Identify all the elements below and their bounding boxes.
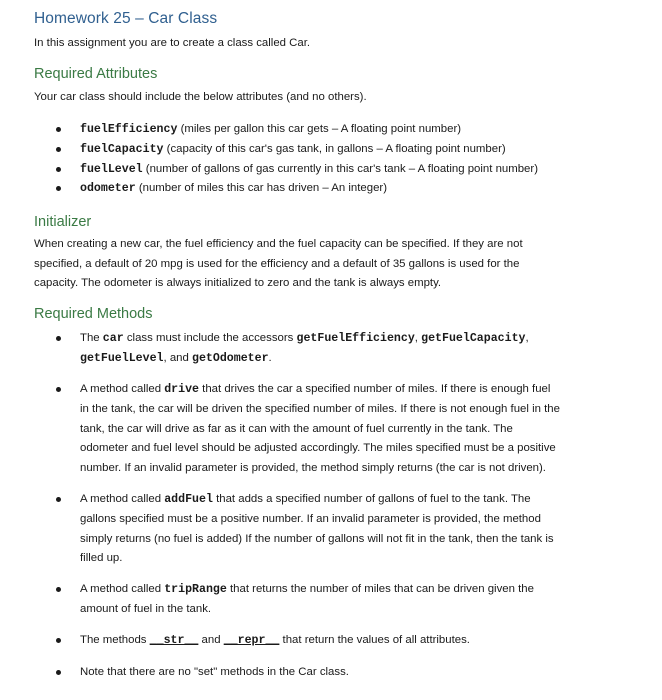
text-line: A method called tripRange that returns the number of miles that can be driven given the: [80, 583, 534, 596]
text-line: capacity. The odometer is always initialized to zero and the tank is always empty.: [34, 277, 442, 290]
method-name: tripRange: [164, 583, 227, 596]
accessor-name: getOdometer: [192, 351, 269, 365]
drive-list: [56, 380, 626, 479]
text-line: number. If an invalid parameter is provided, the method simply returns (the car is not driven).: [80, 462, 546, 475]
text-line: getFuelLevel, and getOdometer.: [80, 351, 272, 365]
accessors-list: [56, 329, 626, 369]
text-line: simply returns (no fuel is added) If the number of gallons will not fit in the tank, then the tank is: [80, 532, 554, 545]
accessor-name: getFuelCapacity: [421, 332, 526, 345]
attribute-name: fuelCapacity: [80, 142, 164, 156]
addfuel-list: [56, 490, 626, 569]
method-name: addFuel: [164, 493, 213, 506]
attribute-name: fuelLevel: [80, 162, 143, 176]
methods-heading: Required Methods: [34, 306, 153, 322]
list-item: [56, 380, 626, 479]
bullet-icon: [56, 336, 61, 341]
strrepr-list: [56, 631, 626, 651]
bullet-icon: [56, 638, 61, 643]
list-item: [56, 663, 626, 683]
attribute-name: fuelEfficiency: [80, 123, 178, 136]
accessor-name: getFuelLevel: [80, 351, 164, 365]
text-line: tank, the car will drive as far as it can with the amount of fuel currently in the tank. The: [80, 422, 513, 435]
text-line: gallons specified must be a positive number. If an invalid parameter is provided, the method: [80, 512, 541, 525]
text-line: A method called addFuel that adds a specified number of gallons of fuel to the tank. The: [80, 493, 531, 506]
list-item: [56, 179, 626, 199]
note-list: [56, 663, 626, 683]
method-name: __str__: [149, 634, 199, 647]
list-item: The methods __str__ and __repr__ that return the values of all attributes.: [56, 631, 626, 651]
initializer-heading: Initializer: [34, 214, 92, 230]
list-item: [56, 140, 626, 160]
bullet-icon: [56, 670, 61, 675]
text-line: specified, a default of 20 mpg is used for the efficiency and a default of 35 gallons is used for the: [34, 257, 520, 270]
text-line: When creating a new car, the fuel efficiency and the fuel capacity can be specified. If they are not: [34, 238, 523, 250]
list-item: [56, 580, 626, 620]
text-line: A method called drive that drives the car a specified number of miles. If there is enough fuel: [80, 383, 551, 396]
text-line: amount of fuel in the tank.: [80, 602, 212, 615]
text-line: in the tank, the car will be driven the specified number of miles. If there is not enough fuel in the: [80, 402, 560, 415]
bullet-icon: [56, 167, 61, 172]
accessor-name: getFuelEfficiency: [296, 332, 415, 345]
list-item: [56, 160, 626, 180]
list-item: [56, 120, 626, 140]
class-name: car: [102, 332, 124, 345]
initializer-text: [34, 235, 594, 294]
text-line: The car class must include the accessors getFuelEfficiency, getFuelCapacity,: [80, 332, 529, 345]
attributes-intro: Your car class should include the below attributes (and no others).: [34, 91, 367, 103]
text-line: odometer and fuel level should be adjusted accordingly. The miles specified must be a positive: [80, 442, 556, 455]
bullet-icon: [56, 186, 61, 191]
page-title: Homework 25 – Car Class: [34, 10, 218, 27]
attribute-desc: (miles per gallon this car gets – A floating point number): [177, 123, 462, 135]
bullet-icon: [56, 587, 61, 592]
method-name: __repr__: [223, 634, 280, 647]
attribute-name: odometer: [80, 182, 136, 196]
text-line: filled up.: [80, 552, 123, 565]
bullet-icon: [56, 147, 61, 152]
attribute-desc: (number of gallons of gas currently in this car's tank – A floating point number): [142, 162, 538, 175]
attribute-desc: (capacity of this car's gas tank, in gallons – A floating point number): [163, 142, 506, 155]
note-text: Note that there are no "set" methods in the Car class.: [80, 666, 349, 678]
list-item: [56, 490, 626, 569]
triprange-list: [56, 580, 626, 620]
intro-text: In this assignment you are to create a class called Car.: [34, 37, 311, 49]
bullet-icon: [56, 497, 61, 502]
attributes-list: [56, 120, 626, 199]
list-item: [56, 329, 626, 369]
attribute-desc: (number of miles this car has driven – An integer): [135, 182, 388, 195]
attributes-heading: Required Attributes: [34, 66, 158, 82]
method-name: drive: [164, 383, 200, 396]
bullet-icon: [56, 127, 61, 132]
bullet-icon: [56, 387, 61, 392]
